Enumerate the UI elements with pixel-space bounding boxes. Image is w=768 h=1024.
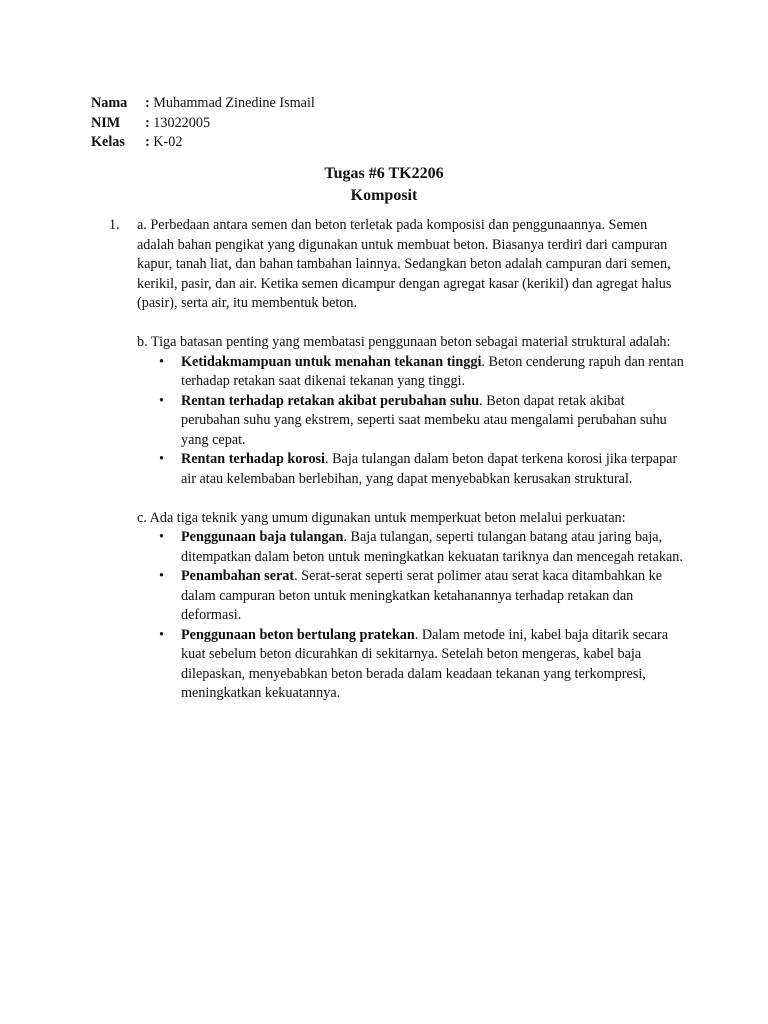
list-item-text: . Dalam metode ini, kabel baja ditarik secara kuat sebelum beton dicurahkan di sekitarnya. Setelah beton mengeras, kabel baja dilepaskan, menyebabkan beton berada dalam keadaan tekanan yang terkompresi, meningkatkan kekuatannya. [181, 626, 669, 701]
list-item [137, 567, 687, 626]
list-item-bold: Ketidakmampuan untuk menahan tekanan tinggi [181, 353, 482, 370]
part-b-intro: b. Tiga batasan penting yang membatasi penggunaan beton sebagai material struktural adalah: [137, 334, 671, 350]
bullet-icon: • [159, 529, 164, 545]
bullet-icon: • [159, 392, 164, 409]
part-b-list [137, 353, 687, 490]
info-label-nama: Nama [91, 95, 128, 111]
bullet-icon: • [159, 353, 164, 370]
info-row-nim [91, 114, 315, 134]
list-item-bold: Penggunaan beton bertulang pratekan [181, 626, 415, 643]
info-sep: : [145, 114, 150, 131]
info-row-nama [91, 94, 315, 114]
bullet-icon: • [159, 451, 164, 467]
list-item [137, 528, 687, 567]
part-c-intro: c. Ada tiga teknik yang umum digunakan untuk memperkuat beton melalui perkuatan: [137, 509, 626, 526]
info-sep: : [145, 95, 150, 111]
list-item-text: . Serat-serat seperti serat polimer atau serat kaca ditambahkan ke dalam campuran beton untuk meningkatkan ketahanannya terhadap retakan dan deformasi. [181, 568, 663, 623]
part-c-list [137, 528, 687, 704]
question-number: 1. [109, 217, 120, 233]
list-item-bold: Penggunaan baja tulangan [181, 529, 344, 545]
info-value-nama: Muhammad Zinedine Ismail [153, 95, 315, 111]
list-item-text: . Baja tulangan dalam beton dapat terkena korosi jika terpapar air atau kelembaban berlebihan, yang dapat menyebabkan kerusakan struktural. [181, 451, 678, 487]
student-info [91, 94, 315, 153]
list-item-bold: Rentan terhadap korosi [181, 451, 325, 467]
bullet-icon: • [159, 568, 164, 584]
list-item [137, 392, 687, 451]
list-item [137, 450, 687, 489]
title-line-2: Komposit [350, 187, 418, 204]
part-a-text: a. Perbedaan antara semen dan beton terletak pada komposisi dan penggunaannya. Semen adalah bahan pengikat yang digunakan untuk membuat beton. Biasanya terdiri dari campuran kapur, tanah liat, dan bahan tambahan lainnya. Sedangkan beton adalah campuran dari semen, kerikil, pasir, dan air. Ketika semen dicampur dengan agregat kasar (kerikil) dan agregat halus (pasir), serta air, itu membentuk beton. [137, 217, 672, 311]
title-line-1: Tugas #6 TK2206 [324, 165, 444, 182]
question-1 [109, 216, 687, 704]
info-value-kelas: K-02 [153, 134, 183, 150]
list-item-text: . Beton cenderung rapuh dan rentan terhadap retakan saat dikenai tekanan yang tinggi. [181, 353, 684, 389]
info-row-kelas [91, 133, 315, 153]
document-title [0, 163, 768, 207]
bullet-icon: • [159, 626, 164, 643]
list-item [137, 353, 687, 392]
question-body [137, 216, 687, 704]
info-label-nim: NIM [91, 114, 121, 131]
list-item [137, 626, 687, 704]
list-item-bold: Rentan terhadap retakan akibat perubahan suhu [181, 392, 480, 409]
list-item-text: . Beton dapat retak akibat perubahan suhu yang ekstrem, seperti saat membeku atau mengalami perubahan suhu yang cepat. [181, 392, 667, 448]
list-item-bold: Penambahan serat [181, 568, 295, 584]
info-sep: : [145, 134, 150, 150]
list-item-text: . Baja tulangan, seperti tulangan batang atau jaring baja, ditempatkan dalam beton untuk meningkatkan kekuatan tariknya dan mencegah retakan. [181, 529, 683, 565]
info-value-nim: 13022005 [153, 114, 211, 131]
info-label-kelas: Kelas [91, 134, 125, 150]
